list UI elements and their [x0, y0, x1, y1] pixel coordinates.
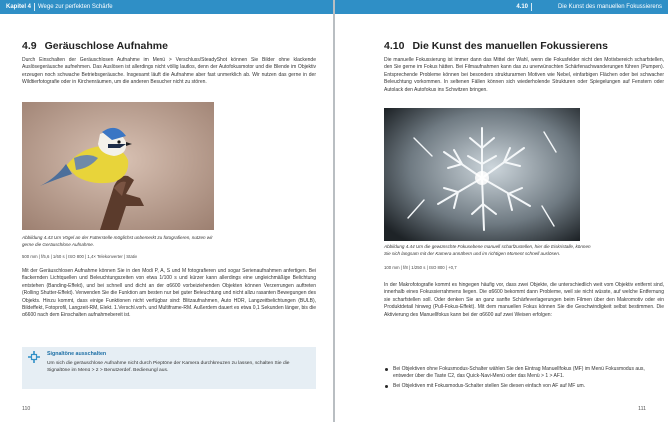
figure-caption-4-44: Abbildung 4.44 Um die gewünschte Fokusebene manuell scharfzustellen, hier die Eiskristalle, können Sie sich langsam mit der Kamera annähern und im richtigen Moment schnell auslösen. — [384, 244, 591, 256]
body-paragraph: In der Makrofotografie kommt es hingegen häufig vor, dass zwei Objekte, die unterschiedlich weit vom Objektiv entfernt sind, innerhalb eines Fokussierrahmens liegen. Die α6600 bekommt dann Probleme, weil sie nicht wüsste, auf welche Entfernung sie scharfstellen soll. Oder denken Sie an ganz sanfte Schärfeverlagerungen beim Filmen über den Makromotiv oder ein Produktdetail hinweg (Pull-Fokus-Effekt). Mit dem manuellen Fokus können Sie die Geschwindigkeit selbst bestimmen. Die Aktivierung des Manuellfokus kann bei der α6600 auf zwei Weisen erfolgen: — [384, 282, 664, 318]
chapter-label: Kapitel 4 — [6, 4, 32, 10]
tip-box — [22, 347, 316, 389]
tip-title: Signaltöne ausschalten — [47, 351, 107, 357]
figure-meta-4-43: 500 mm | f/5,6 | 1/60 s | ISO 800 | 1,4× Telekonverter | Stativ — [22, 254, 138, 259]
section-heading-4-9 — [22, 40, 168, 52]
figure-meta-4-44: 100 mm | f/8 | 1/250 s | ISO 800 | +0,7 — [384, 265, 457, 270]
bird-photo-illustration — [22, 102, 214, 230]
header-section-title: Die Kunst des manuellen Fokussierens — [557, 4, 662, 10]
focus-mode-list — [384, 366, 654, 392]
header-section-number: 4.10 — [516, 4, 528, 10]
header-divider — [531, 3, 532, 11]
chapter-title: Wege zur perfekten Schärfe — [38, 4, 113, 10]
section-heading-4-10 — [384, 40, 608, 52]
list-item: Bei Objektiven ohne Fokusmodus-Schalter wählen Sie den Eintrag Manuellfokus (MF) im Menü Fokusmodus aus, entweder über die Taste C2, das Quick-Navi-Menü oder das Menü > 1 > AF1. — [384, 366, 654, 381]
left-running-header — [0, 0, 333, 14]
section-number: 4.10 — [384, 40, 405, 52]
ice-crystals-photo — [384, 108, 580, 241]
right-running-header — [335, 0, 668, 14]
ice-crystals-illustration — [384, 108, 580, 241]
tip-icon — [28, 351, 40, 363]
intro-paragraph: Die manuelle Fokussierung ist immer dann das Mittel der Wahl, wenn die Fokusfelder nicht den Motivbereich scharfstellen, den Sie gerne im Fokus hätten. Bei Filmaufnahmen kann das zu unerwünschten Schärfenachwanderungen führen (Pumpen). Entsprechende Probleme können bei besonders strukturarmen Motiven wie Nebel, einfarbigen Flächen oder bei schwacher Beleuchtung vorkommen. In seltenen Fällen können sich wiederholende Strukturen oder Spiegelungen auf Fenstern oder Autolack den Autofokus ins Schwitzen bringen. — [384, 57, 664, 93]
bird-photo — [22, 102, 214, 230]
figure-caption-4-43: Abbildung 4.43 Um Vögel an der Futterstelle möglichst unbemerkt zu fotografieren, nutzen wir gerne die Geräuschlose Aufnahme. — [22, 235, 213, 247]
header-divider — [34, 3, 35, 11]
section-number: 4.9 — [22, 40, 37, 52]
left-page — [0, 0, 333, 422]
list-item: Bei Objektiven mit Fokusmodus-Schalter stellen Sie diesen einfach von AF auf MF um. — [384, 383, 654, 390]
section-title: Geräuschlose Aufnahme — [44, 40, 168, 52]
intro-paragraph: Durch Einschalten der Geräuschlosen Aufnahme im Menü > Verschluss/SteadyShot können Sie Bilder ohne klackende Auslösegeräusche aufnehmen. Das Auslösen ist allerdings nicht völlig lautlos, denn der Autofokusmotor und die Blende im Objektiv erzeugen noch schwache Betriebsgeräusche. Insgesamt läuft die Aufnahme aber fast unmerklich ab. Wir nutzen das gerne in der Wildtierfotografie oder in Kirchenräumen, um die anderen Besucher nicht zu stören. — [22, 57, 316, 86]
page-number-right: 111 — [638, 406, 646, 412]
page-number-left: 110 — [22, 406, 31, 412]
section-title: Die Kunst des manuellen Fokussierens — [412, 40, 608, 52]
body-paragraph: Mit der Geräuschlosen Aufnahme können Sie in den Modi P, A, S und M fotografieren und sogar Serienaufnahmen anfertigen. Bei flackernden Lichtquellen und Beleuchtungszeiten von etwa 1/100 s und kürzer kann allerdings eine ungleichmäßige Belichtung entstehen (Banding-Effekt), und bei schnell und dicht an der α6600 vorbeiziehenden Objekten können Verzerrungen auftreten (Rolling Shutter-Effekt). Verwenden Sie die Funktion am besten nur bei guter Beleuchtung und nicht allzu rasanten Bewegungen des Objekts. Hinzu kommt, dass einige Funktionen nicht verfügbar sind: Blitzaufnahmen, Auto HDR, Langzeitbelichtungen (BULB), Bildeffekt, Fotoprofil, Langzeit-RM, Elekt. 1.Verschl.vorh. und Multiframe-RM. Außerdem dauert es etwa 0,1 Sekunden länger, bis die α6600 nach dem Einschalten aufnahmebereit ist. — [22, 268, 316, 319]
tip-text: Um sich die geräuschlose Aufnahme nicht durch Pieptöne der Kamera durchkreuzen zu lassen, schalten Sie die Signaltöne im Menü > 2 > Benutzerdef. Bedienungl aus. — [47, 361, 290, 373]
right-page — [335, 0, 668, 422]
